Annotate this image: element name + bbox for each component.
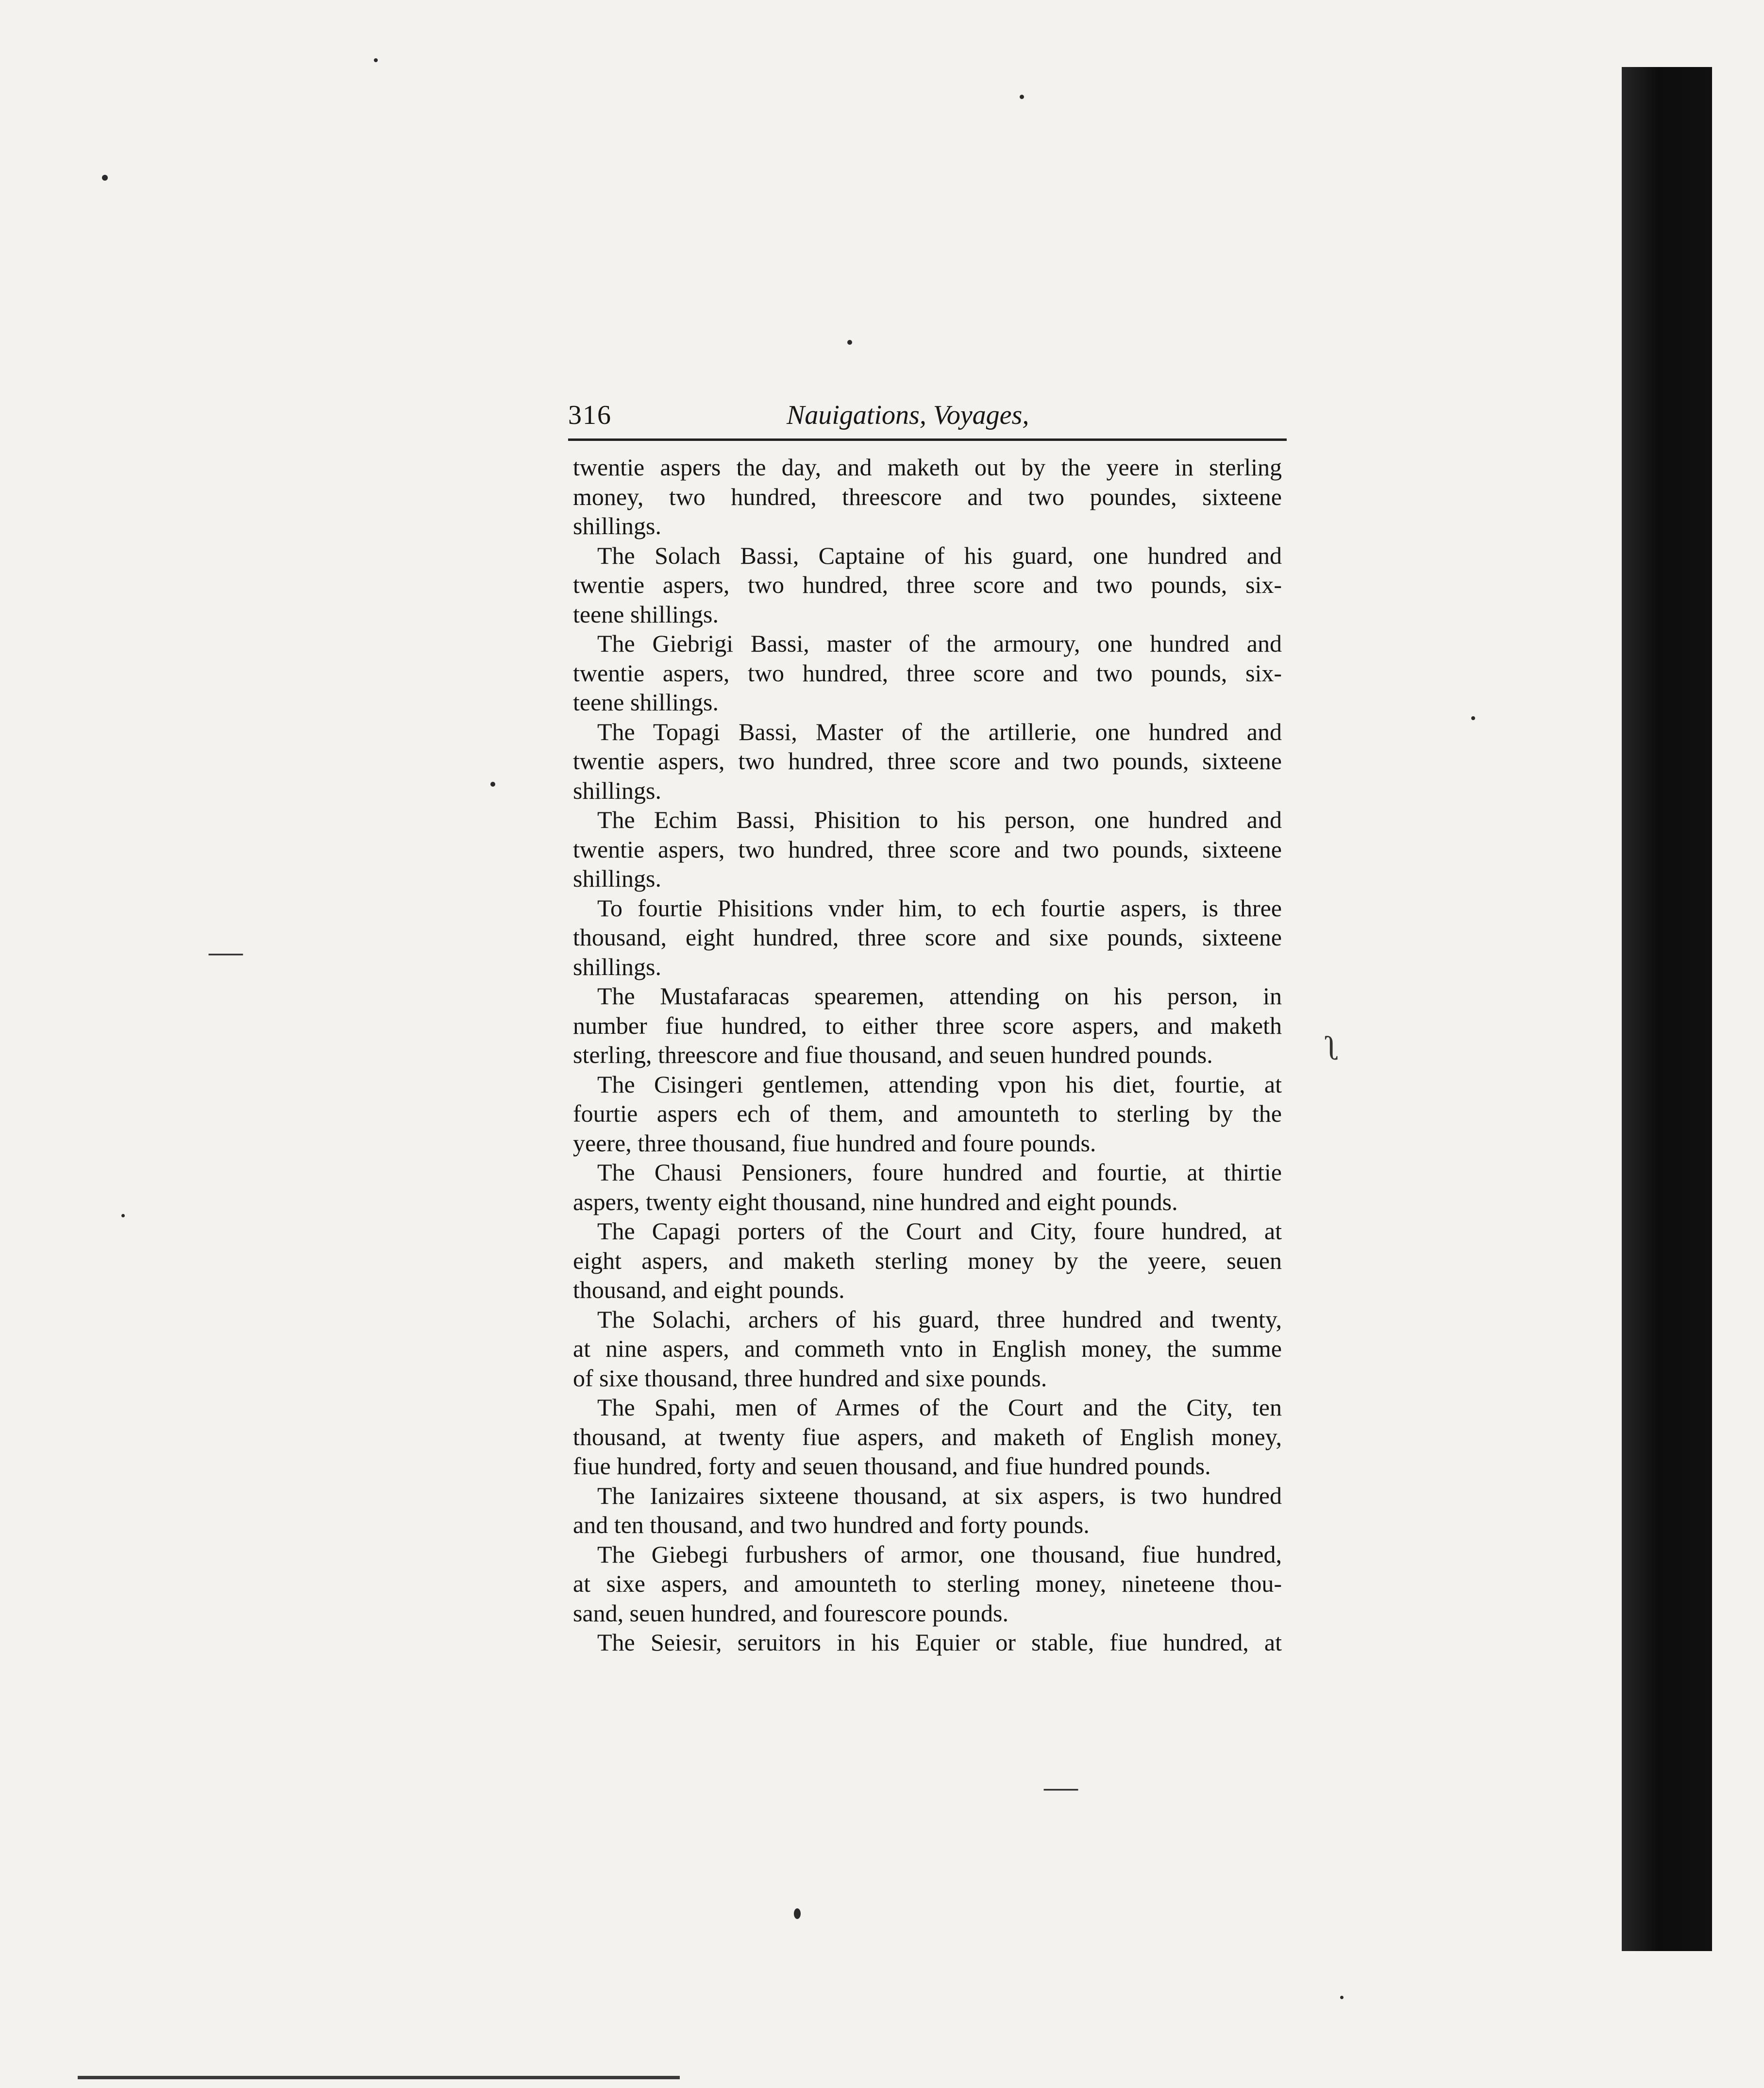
page-number: 316 (568, 400, 612, 430)
text-line: twentie aspers, two hundred, three score and two pounds, six- (573, 571, 1282, 598)
text-line: eight aspers, and maketh sterling money by the yeere, seuen (573, 1246, 1282, 1274)
header-rule (568, 438, 1287, 441)
text-line: yeere, three thousand, fiue hundred and foure pounds. (573, 1129, 1096, 1157)
scan-speckle (121, 1214, 125, 1217)
text-line: thousand, and eight pounds. (573, 1276, 845, 1303)
text-line: The Giebegi furbushers of armor, one thousand, fiue hundred, (597, 1540, 1282, 1568)
text-line: at sixe aspers, and amounteth to sterling money, nineteene thou- (573, 1570, 1282, 1597)
scan-speckle (1471, 716, 1475, 720)
text-line: The Solach Bassi, Captaine of his guard, one hundred and (597, 541, 1282, 569)
scan-speckle (102, 175, 108, 181)
text-line: The Cisingeri gentlemen, attending vpon his diet, fourtie, at (597, 1070, 1282, 1098)
text-line: The Capagi porters of the Court and City, foure hundred, at (597, 1217, 1282, 1245)
text-line: shillings. (573, 865, 661, 892)
text-line: shillings. (573, 512, 661, 539)
text-line: thousand, at twenty fiue aspers, and maketh of English money, (573, 1423, 1282, 1450)
text-line: fourtie aspers ech of them, and amounteth to sterling by the (573, 1100, 1282, 1127)
margin-dash-mark: — (1044, 1768, 1078, 1805)
text-line: shillings. (573, 776, 661, 804)
text-line: twentie aspers, two hundred, three score and two pounds, sixteene (573, 835, 1282, 863)
scan-speckle (490, 782, 495, 787)
text-line: To fourtie Phisitions vnder him, to ech fourtie aspers, is three (597, 894, 1282, 922)
text-line: money, two hundred, threescore and two poundes, sixteene (573, 483, 1282, 510)
text-line: The Ianizaires sixteene thousand, at six aspers, is two hundred (597, 1482, 1282, 1509)
text-line: sterling, threescore and fiue thousand, and seuen hundred pounds. (573, 1041, 1213, 1068)
running-title: Nauigations, Voyages, (787, 400, 1029, 430)
body-text (573, 453, 1282, 1657)
text-line: aspers, twenty eight thousand, nine hundred and eight pounds. (573, 1188, 1178, 1215)
text-line: twentie aspers, two hundred, three score and two pounds, sixteene (573, 747, 1282, 775)
text-line: The Solachi, archers of his guard, three hundred and twenty, (597, 1305, 1282, 1333)
text-line: The Chausi Pensioners, foure hundred and fourtie, at thirtie (597, 1159, 1282, 1186)
page-header (568, 393, 1287, 437)
margin-annotation-mark: ʅ (1326, 1030, 1341, 1067)
text-line: at nine aspers, and commeth vnto in English money, the summe (573, 1335, 1282, 1362)
scan-dark-edge (1622, 67, 1712, 1951)
text-line: teene shillings. (573, 600, 719, 628)
scan-speckle (847, 340, 852, 345)
text-line: The Giebrigi Bassi, master of the armoury, one hundred and (597, 630, 1282, 657)
text-line: The Topagi Bassi, Master of the artillerie, one hundred and (597, 718, 1282, 745)
text-line: The Mustafaracas spearemen, attending on his person, in (597, 982, 1282, 1010)
text-line: fiue hundred, forty and seuen thousand, and fiue hundred pounds. (573, 1452, 1211, 1480)
scan-speckle (794, 1908, 801, 1919)
text-line: teene shillings. (573, 689, 719, 716)
scan-speckle (1020, 95, 1024, 99)
text-line: and ten thousand, and two hundred and forty pounds. (573, 1511, 1090, 1538)
text-line: The Echim Bassi, Phisition to his person, one hundred and (597, 806, 1282, 833)
text-line: sand, seuen hundred, and fourescore pounds. (573, 1599, 1008, 1627)
margin-dash-mark: — (209, 933, 243, 970)
text-line: The Spahi, men of Armes of the Court and the City, ten (597, 1394, 1282, 1421)
scan-speckle (374, 58, 378, 62)
text-line: thousand, eight hundred, three score and sixe pounds, sixteene (573, 924, 1282, 951)
text-line: number fiue hundred, to either three score aspers, and maketh (573, 1011, 1282, 1039)
text-line: of sixe thousand, three hundred and sixe pounds. (573, 1364, 1047, 1392)
scan-speckle (1340, 1996, 1344, 1999)
scan-bottom-rule (78, 2076, 680, 2079)
text-line: The Seiesir, seruitors in his Equier or stable, fiue hundred, at (597, 1629, 1282, 1656)
text-line: twentie aspers, two hundred, three score and two pounds, six- (573, 659, 1282, 687)
text-line: twentie aspers the day, and maketh out by the yeere in sterling (573, 454, 1282, 481)
text-line: shillings. (573, 953, 661, 980)
